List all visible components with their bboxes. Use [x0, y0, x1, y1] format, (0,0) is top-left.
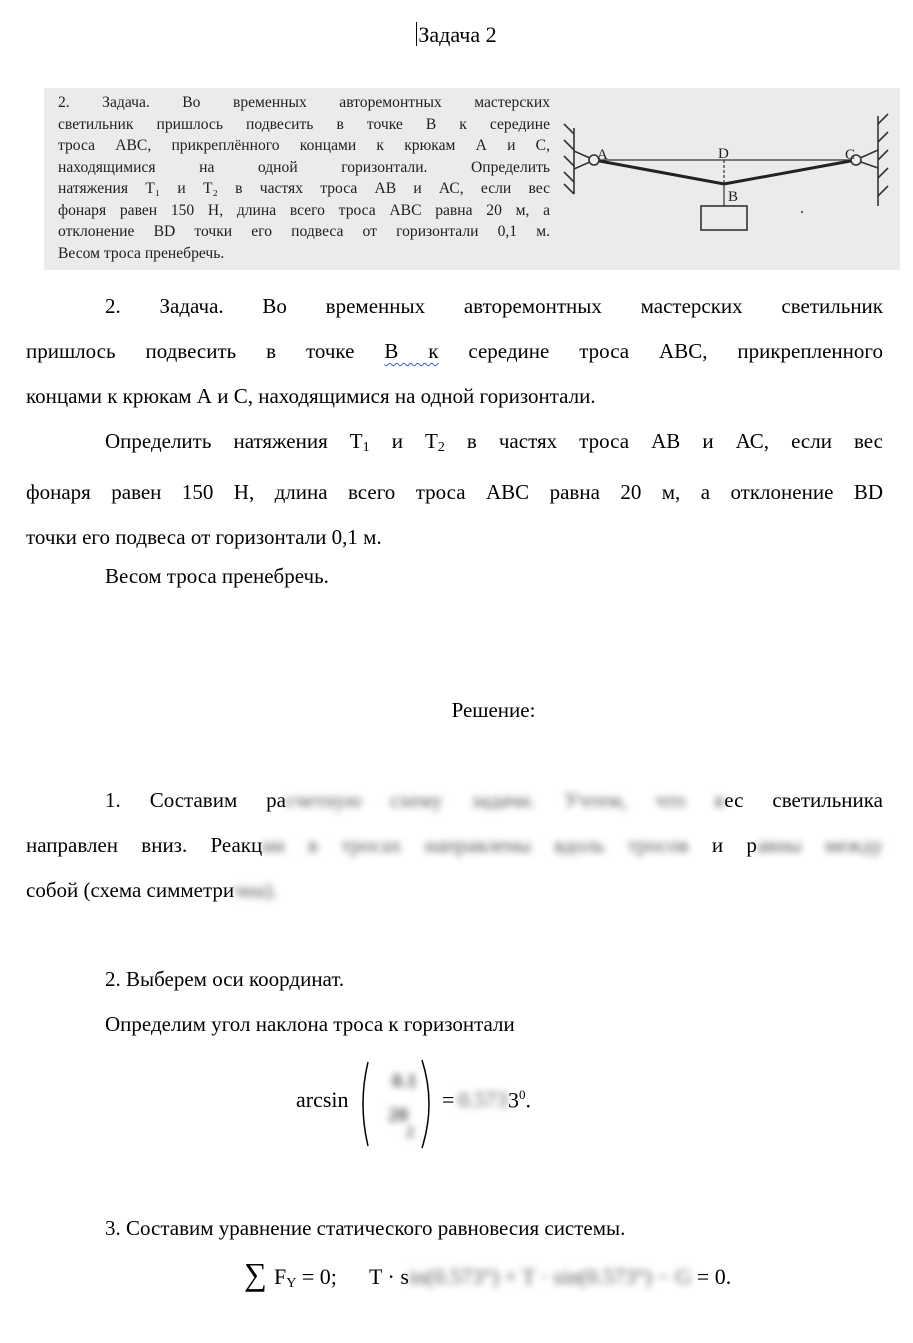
equilibrium-equation: [244, 1258, 764, 1302]
formula-denominator: 20: [388, 1104, 408, 1126]
scanned-problem-text: [58, 92, 550, 264]
lamp-weight: [701, 206, 747, 230]
scan-line: Весом троса пренебречь.: [58, 244, 225, 262]
label-b: B: [728, 189, 739, 205]
formula-result: $3^0$.: [508, 1087, 531, 1113]
scan-line: отклонение BD точки его подвеса от горизонтали 0,1 м.: [58, 223, 550, 240]
formula-equals: =: [442, 1087, 455, 1112]
problem-paragraph-3: [26, 554, 883, 599]
formula-numerator: 0.1: [392, 1070, 417, 1092]
problem-paragraph-2: [26, 419, 883, 560]
text-line: концами к крюкам А и С, находящимися на одной горизонтали.: [26, 384, 596, 408]
blurred-text: счетную схему задачи. Учтем, что в: [286, 788, 725, 812]
text-line: направлен вниз. Реакции в тросах направлены вдоль тросов и равны между: [26, 833, 884, 857]
text-line: 2. Задача. Во временных авторемонтных мастерских светильник: [105, 294, 883, 318]
blurred-text: чна).: [234, 878, 278, 902]
sum-symbol: ∑: [244, 1256, 267, 1292]
scanned-problem-image: [44, 88, 900, 270]
scan-line: 2. Задача. Во временных авторемонтных мастерских: [58, 94, 550, 111]
text-line: Определить натяжения $T_1$ и $T_2$ в частях троса АВ и АС, если вес: [105, 429, 883, 455]
cable-abc: [594, 160, 856, 184]
scan-line: фонаря равен 150 Н, длина всего троса ABC равна 20 м, а: [58, 201, 550, 219]
text-line: пришлось подвесить в точке В к середине троса ABC, прикрепленного: [26, 339, 883, 363]
step-2-text: Определим угол наклона троса к горизонтали: [105, 1012, 515, 1036]
step-3-heading: 3. Составим уравнение статического равновесия системы.: [105, 1216, 626, 1240]
spellcheck-underlined-text: В к: [384, 339, 439, 363]
blurred-text: ии в тросах направлены вдоль тросов: [262, 833, 689, 857]
text-line: точки его подвеса от горизонтали 0,1 м.: [26, 525, 382, 549]
cable-diagram: [556, 88, 900, 270]
blurred-text: авны между: [756, 833, 884, 857]
scan-line: натяжения T₁ и T₂ в частях троса АВ и АС, если вес: [58, 180, 550, 197]
label-c: C: [845, 147, 856, 163]
formula-func: arcsin: [296, 1087, 349, 1112]
problem-paragraph-1: [26, 284, 883, 419]
text-line: фонаря равен 150 Н, длина всего троса ABC равна 20 м, а отклонение BD: [26, 480, 883, 504]
label-d: D: [718, 146, 729, 162]
equation-fy: $F_Y = 0$;: [274, 1264, 337, 1291]
step-2-heading: 2. Выберем оси координат.: [105, 967, 345, 991]
text-line: Весом троса пренебречь.: [105, 564, 329, 588]
scan-line: троса ABC, прикреплённого концами к крюкам А и С,: [58, 137, 550, 154]
page-title: Задача 2: [418, 22, 497, 47]
solution-step-1: [26, 778, 883, 913]
equation-tension: T · sin(0.573°) + T · sin(0.573°) − G = 0.: [369, 1264, 732, 1289]
solution-heading: Решение:: [451, 698, 536, 722]
formula-result-blurred: 0.573: [458, 1087, 508, 1112]
scan-line: находящимися на одной горизонтали. Определить: [58, 158, 550, 176]
label-a: A: [597, 147, 608, 163]
blurred-text: in(0.573°) + T · sin(0.573°) − G: [408, 1264, 692, 1289]
scan-line: светильник пришлось подвесить в точке В к середине: [58, 115, 550, 133]
arcsin-formula: [296, 1056, 596, 1152]
text-line: 1. Составим расчетную схему задачи. Учтем, что вес светильника: [105, 788, 883, 812]
formula-denominator-sub: 2: [406, 1124, 414, 1141]
text-line: собой (схема симметрична).: [26, 878, 278, 902]
